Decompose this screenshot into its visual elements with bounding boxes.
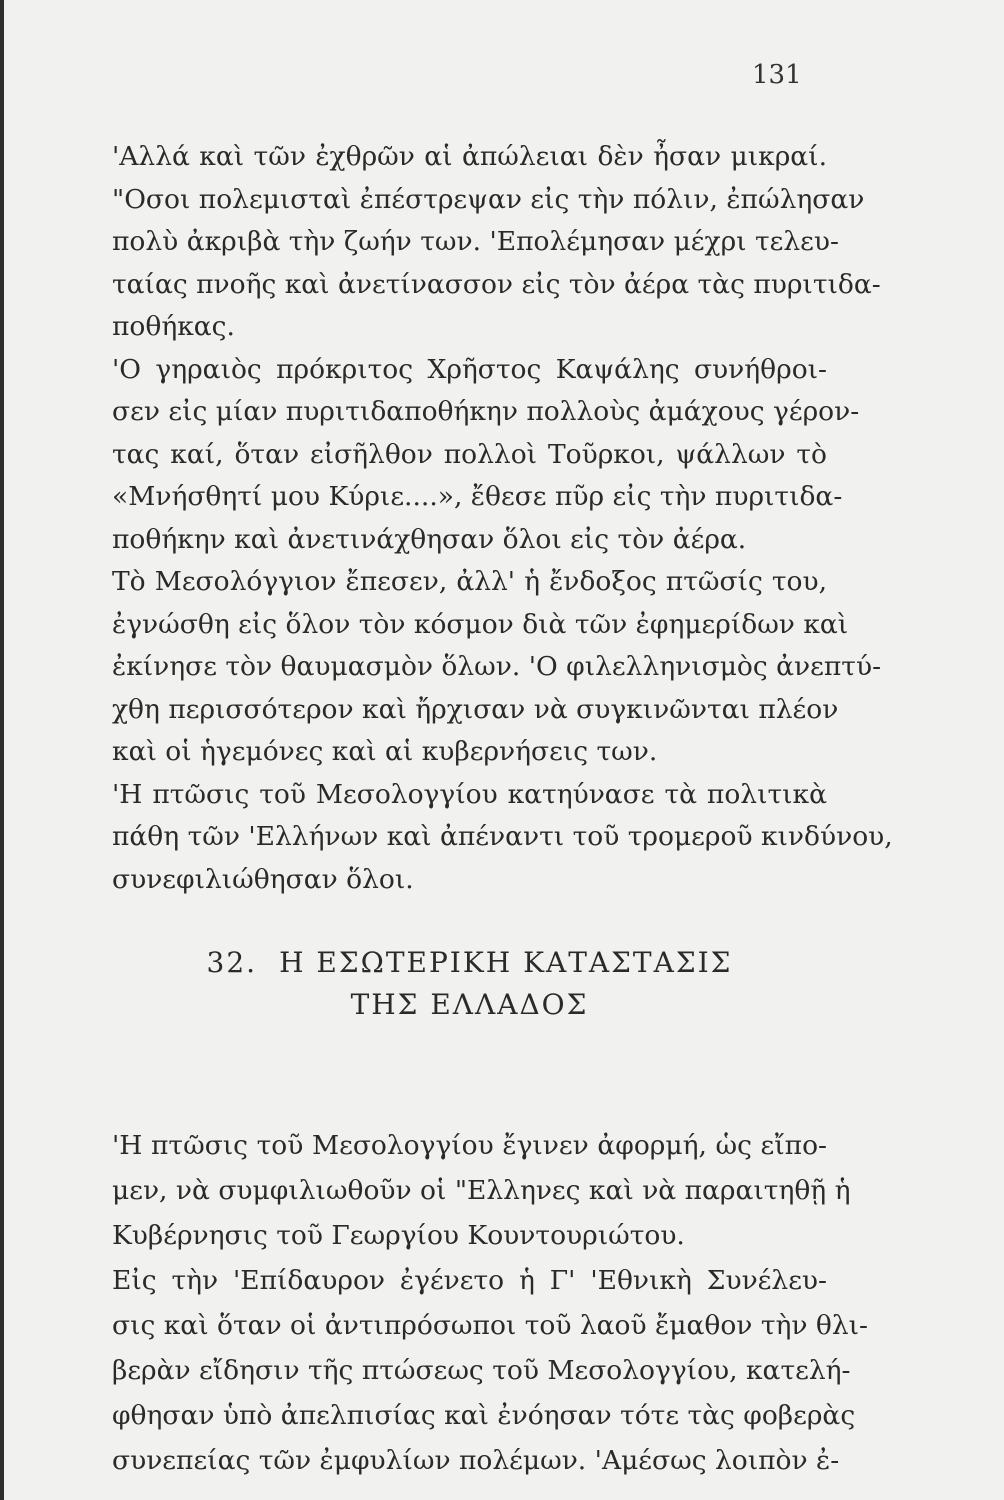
text-line: μεν, νὰ συμφιλιωθοῦν οἱ "Ελληνες καὶ νὰ παραιτηθῇ ἡ <box>112 1175 851 1206</box>
text-line: πάθη τῶν 'Ελλήνων καὶ ἀπέναντι τοῦ τρομεροῦ κινδύνου, <box>112 821 893 852</box>
text-line: 'Η πτῶσις τοῦ Μεσολογγίου κατηύνασε τὰ πολιτικὰ <box>112 778 827 810</box>
text-line: καὶ οἱ ἡγεμόνες καὶ αἱ κυβερνήσεις των. <box>112 736 658 767</box>
text-line: σις καὶ ὅταν οἱ ἀντιπρόσωποι τοῦ λαοῦ ἔμαθον τὴν θλι- <box>112 1310 868 1341</box>
text-line: βερὰν εἴδησιν τῆς πτώσεως τοῦ Μεσολογγίου, κατελή- <box>112 1355 851 1386</box>
text-line: ἐκίνησε τὸν θαυμασμὸν ὅλων. 'Ο φιλελληνισμὸς ἀνεπτύ- <box>112 651 882 682</box>
section-title-line1: Η ΕΣΩΤΕΡΙΚΗ ΚΑΤΑΣΤΑΣΙΣ <box>279 946 733 979</box>
section-heading <box>112 942 827 1026</box>
text-line: «Μνήσθητί μου Κύριε....», ἔθεσε πῦρ εἰς τὴν πυριτιδα- <box>112 481 843 512</box>
text-line: φθησαν ὑπὸ ἀπελπισίας καὶ ἐνόησαν τότε τὰς φοβερὰς <box>112 1400 856 1431</box>
paragraph <box>112 561 882 774</box>
paragraph <box>112 1123 851 1258</box>
text-line: σεν εἰς μίαν πυριτιδαποθήκην πολλοὺς ἀμάχους γέρον- <box>112 396 860 427</box>
text-line: ποθήκας. <box>112 311 235 342</box>
text-line: Κυβέρνησις τοῦ Γεωργίου Κουντουριώτου. <box>112 1220 685 1251</box>
page-number: 131 <box>752 60 802 90</box>
text-line: Εἰς τὴν 'Επίδαυρον ἐγένετο ἡ Γ' 'Εθνικὴ Συνέλευ- <box>112 1265 827 1296</box>
text-line: 'Η πτῶσις τοῦ Μεσολογγίου ἔγινεν ἀφορμή, ὡς εἴπο- <box>112 1130 827 1161</box>
text-line: πολὺ ἀκριβὰ τὴν ζωήν των. 'Επολέμησαν μέχρι τελευ- <box>112 226 839 257</box>
text-line: "Οσοι πολεμισταὶ ἐπέστρεψαν εἰς τὴν πόλιν, ἐπώλησαν <box>112 183 865 215</box>
text-line: συνεφιλιώθησαν ὅλοι. <box>112 863 414 895</box>
text-line: ἐγνώσθη εἰς ὅλον τὸν κόσμον διὰ τῶν ἐφημερίδων καὶ <box>112 608 849 640</box>
paragraph <box>112 774 893 902</box>
text-line: συνεπείας τῶν ἐμφυλίων πολέμων. 'Αμέσως λοιπὸν ἐ- <box>112 1445 840 1476</box>
text-line: ποθήκην καὶ ἀνετινάχθησαν ὅλοι εἰς τὸν ἀέρα. <box>112 523 747 555</box>
text-line: τας καί, ὅταν εἰσῆλθον πολλοὶ Τοῦρκοι, ψάλλων τὸ <box>112 438 827 470</box>
text-line: Τὸ Μεσολόγγιον ἔπεσεν, ἀλλ' ἡ ἔνδοξος πτῶσίς του, <box>112 566 827 597</box>
text-line: ταίας πνοῆς καὶ ἀνετίνασσον εἰς τὸν ἀέρα τὰς πυριτιδα- <box>112 268 881 300</box>
paragraph <box>112 349 860 562</box>
section-number: 32. <box>206 946 258 979</box>
text-block-bottom <box>112 1123 868 1483</box>
page-binding-edge <box>0 0 4 1500</box>
text-line: 'Αλλά καὶ τῶν ἐχθρῶν αἱ ἀπώλειαι δὲν ἦσαν μικραί. <box>112 141 827 172</box>
paragraph <box>112 136 881 349</box>
section-title-line2: ΤΗΣ ΕΛΛΑΔΟΣ <box>350 988 589 1021</box>
text-line: χθη περισσότερον καὶ ἤρχισαν νὰ συγκινῶνται πλέον <box>112 693 839 725</box>
text-block-top <box>112 136 893 901</box>
paragraph <box>112 1258 868 1483</box>
text-line: 'Ο γηραιὸς πρόκριτος Χρῆστος Καψάλης συνήθροι- <box>112 353 827 385</box>
